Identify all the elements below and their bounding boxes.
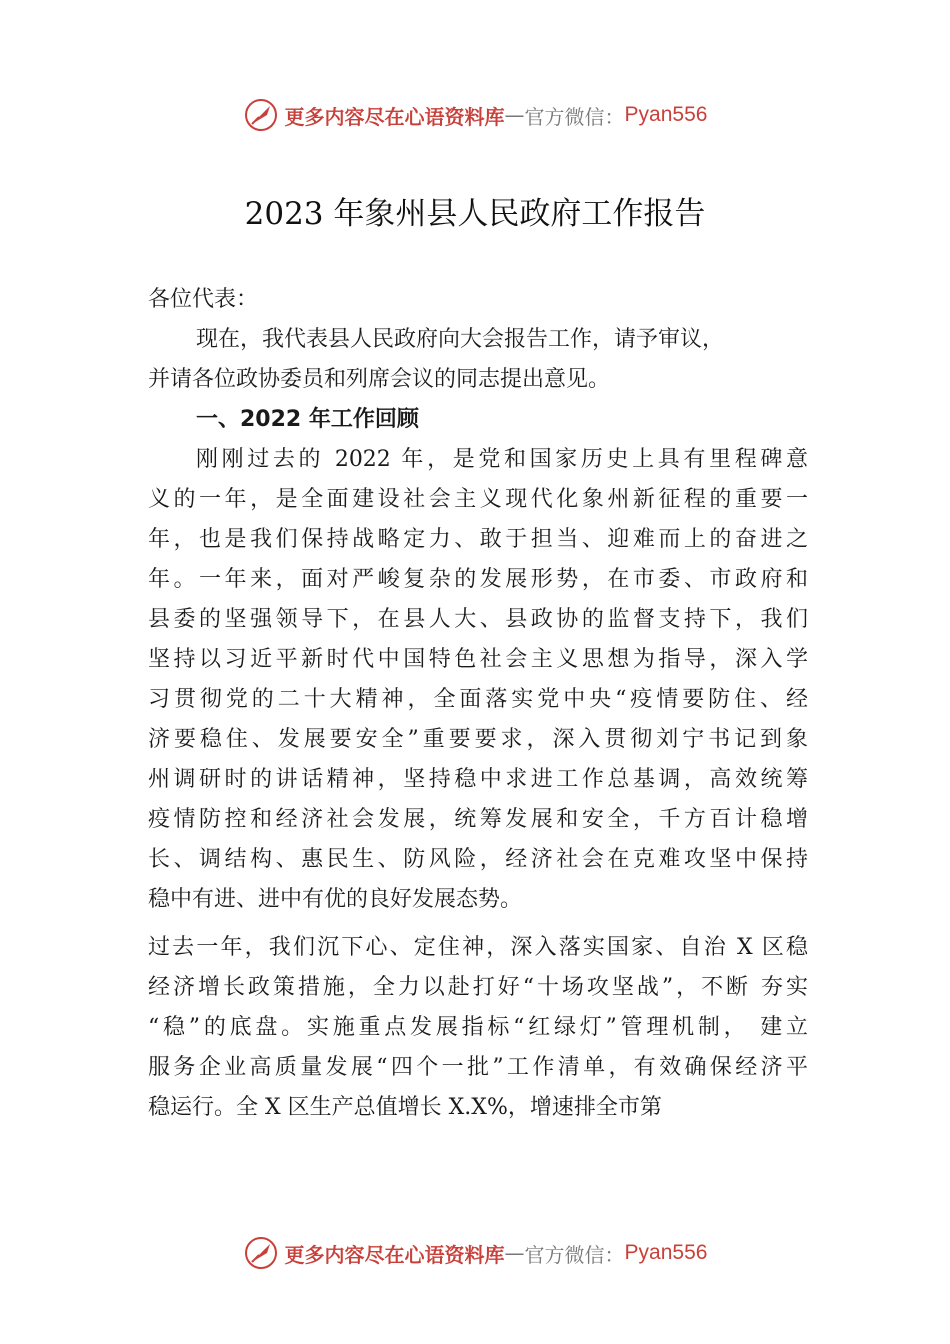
- paragraph-line: 疫情防控和经济社会发展，统筹发展和安全，千方百计稳增: [148, 807, 808, 832]
- paragraph-line: 习贯彻党的二十大精神，全面落实党中央“疫情要防住、经: [148, 687, 808, 712]
- paragraph-line: 州调研时的讲话精神，坚持稳中求进工作总基调，高效统筹: [148, 767, 808, 792]
- paragraph-line: 过去一年，我们沉下心、定住神，深入落实国家、自治 X 区稳: [148, 935, 808, 960]
- paragraph-line: 坚持以习近平新时代中国特色社会主义思想为指导，深入学: [148, 647, 808, 672]
- watermark-banner-bottom: [0, 1233, 950, 1273]
- paragraph-line: 年，也是我们保持战略定力、敢于担当、迎难而上的奋进之: [148, 527, 808, 552]
- watermark-wechat-id: Pyan556: [624, 103, 708, 126]
- quill-logo-icon: [243, 1235, 279, 1271]
- paragraph-line: 刚刚过去的 2022 年，是党和国家历史上具有里程碑意: [196, 447, 808, 472]
- salutation: 各位代表：: [148, 287, 259, 312]
- paragraph-line: 稳中有进、进中有优的良好发展态势。: [148, 887, 523, 912]
- watermark-wechat-id: Pyan556: [624, 1241, 708, 1264]
- paragraph-line: “稳”的底盘。实施重点发展指标“红绿灯”管理机制， 建立: [148, 1015, 808, 1040]
- paragraph-line: 长、调结构、惠民生、防风险，经济社会在克难攻坚中保持: [148, 847, 808, 872]
- paragraph-line: 年。一年来，面对严峻复杂的发展形势，在市委、市政府和: [148, 567, 808, 592]
- paragraph-2: [148, 928, 808, 1128]
- intro-line: 并请各位政协委员和列席会议的同志提出意见。: [148, 367, 611, 392]
- section-heading: 一、2022 年工作回顾: [196, 407, 419, 432]
- paragraph-line: 济要稳住、发展要安全”重要要求，深入贯彻刘宁书记到象: [148, 727, 808, 752]
- paragraph-line: 稳运行。全 X 区生产总值增长 X.X%，增速排全市第: [148, 1095, 662, 1120]
- intro-line: 现在，我代表县人民政府向大会报告工作，请予审议，: [196, 327, 725, 352]
- quill-logo-icon: [243, 97, 279, 133]
- watermark-separator: —: [504, 103, 525, 127]
- paragraph-line: 县委的坚强领导下，在县人大、县政协的监督支持下，我们: [148, 607, 808, 632]
- watermark-brand: 更多内容尽在心语资料库: [284, 104, 505, 129]
- paragraph-line: 经济增长政策措施，全力以赴打好“十场攻坚战”，不断 夯实: [148, 975, 808, 1000]
- watermark-official: 官方微信：: [524, 1242, 625, 1267]
- paragraph-1: [148, 440, 808, 920]
- watermark-brand: 更多内容尽在心语资料库: [284, 1242, 505, 1267]
- paragraph-line: 义的一年，是全面建设社会主义现代化象州新征程的重要一: [148, 487, 808, 512]
- paragraph-line: 服务企业高质量发展“四个一批”工作清单，有效确保经济平: [148, 1055, 808, 1080]
- watermark-official: 官方微信：: [524, 104, 625, 129]
- document-title: 2023 年象州县人民政府工作报告: [244, 196, 706, 232]
- watermark-separator: —: [504, 1241, 525, 1265]
- watermark-banner-top: [0, 95, 950, 135]
- intro-block: [148, 280, 808, 440]
